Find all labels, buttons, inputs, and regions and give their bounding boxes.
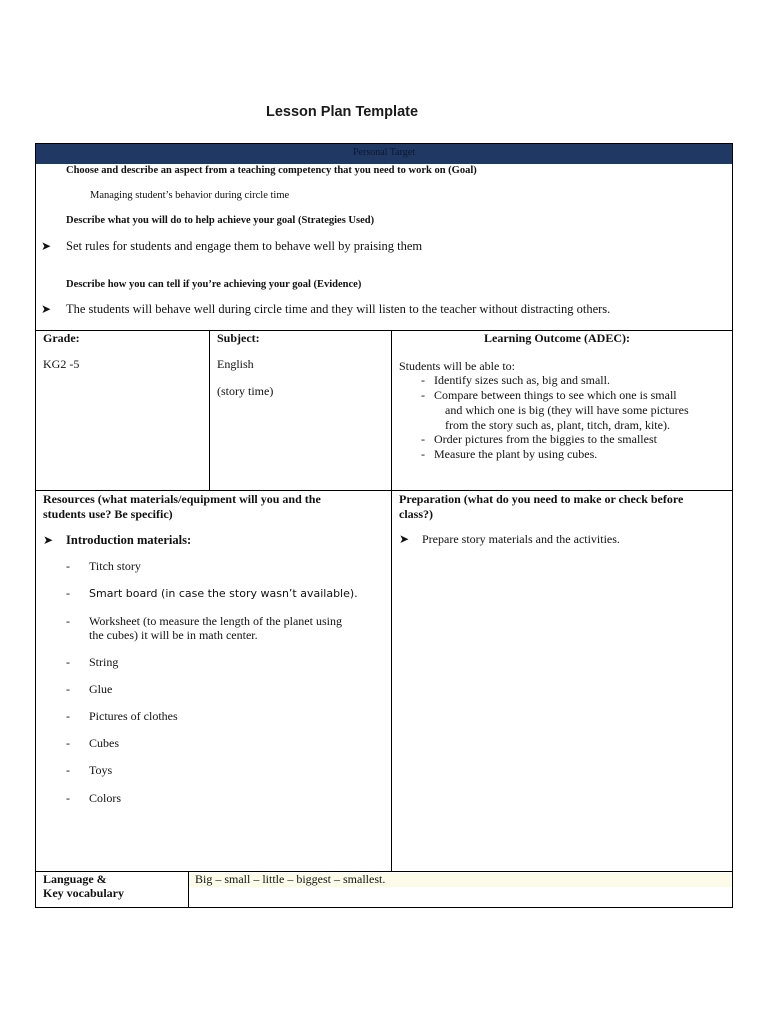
preparation-item: Prepare story materials and the activities. bbox=[422, 532, 620, 546]
learning-outcome-item: Measure the plant by using cubes. bbox=[434, 447, 598, 461]
document-title: Lesson Plan Template bbox=[266, 104, 419, 120]
vocabulary-label-line2: Key vocabulary bbox=[43, 886, 124, 900]
resource-item-continued: the cubes) it will be in math center. bbox=[89, 628, 258, 642]
resource-item: Smart board (in case the story wasn’t available). bbox=[89, 587, 358, 600]
dash-bullet: - bbox=[421, 373, 425, 387]
learning-outcome-label: Learning Outcome (ADEC): bbox=[484, 331, 630, 345]
dash-bullet: - bbox=[421, 432, 425, 446]
column-divider bbox=[391, 330, 392, 871]
resource-item: Cubes bbox=[89, 736, 119, 750]
dash-bullet: - bbox=[66, 791, 70, 805]
learning-outcome-item-continued: from the story such as, plant, titch, dram, kite). bbox=[445, 418, 670, 432]
dash-bullet: - bbox=[66, 682, 70, 696]
resources-label-line1: Resources (what materials/equipment will you and the bbox=[43, 492, 321, 506]
arrowhead-bullet-icon: ➤ bbox=[41, 239, 52, 253]
learning-outcome-item: Order pictures from the biggies to the smallest bbox=[434, 432, 657, 446]
subject-note: (story time) bbox=[217, 384, 274, 398]
dash-bullet: - bbox=[66, 709, 70, 723]
vocabulary-label-line1: Language & bbox=[43, 872, 107, 886]
resource-item: Worksheet (to measure the length of the planet using bbox=[89, 614, 342, 628]
resource-item: Glue bbox=[89, 682, 113, 696]
vocabulary-value: Big – small – little – biggest – smallest. bbox=[195, 872, 386, 886]
dash-bullet: - bbox=[66, 614, 70, 628]
dash-bullet: - bbox=[66, 763, 70, 777]
arrowhead-bullet-icon: ➤ bbox=[43, 533, 54, 547]
column-divider bbox=[209, 330, 210, 490]
row-divider bbox=[35, 490, 733, 491]
dash-bullet: - bbox=[421, 388, 425, 402]
resource-item: String bbox=[89, 655, 119, 669]
subject-value: English bbox=[217, 357, 254, 371]
strategies-value: Set rules for students and engage them to behave well by praising them bbox=[66, 239, 423, 253]
resources-label-line2: students use? Be specific) bbox=[43, 507, 173, 521]
evidence-prompt: Describe how you can tell if you’re achieving your goal (Evidence) bbox=[66, 279, 362, 290]
resource-item: Toys bbox=[89, 763, 113, 777]
goal-value: Managing student’s behavior during circle time bbox=[90, 190, 290, 201]
resources-intro: Introduction materials: bbox=[66, 533, 192, 547]
learning-outcome-item: Compare between things to see which one is small bbox=[434, 388, 677, 402]
dash-bullet: - bbox=[66, 655, 70, 669]
dash-bullet: - bbox=[421, 447, 425, 461]
strategies-prompt: Describe what you will do to help achieve your goal (Strategies Used) bbox=[66, 215, 375, 226]
arrowhead-bullet-icon: ➤ bbox=[41, 302, 52, 316]
resource-item: Colors bbox=[89, 791, 122, 805]
learning-outcome-item-continued: and which one is big (they will have some pictures bbox=[445, 403, 689, 417]
learning-outcome-intro: Students will be able to: bbox=[399, 359, 515, 373]
preparation-label-line1: Preparation (what do you need to make or check before bbox=[399, 492, 684, 506]
learning-outcome-item: Identify sizes such as, big and small. bbox=[434, 373, 610, 387]
resource-item: Titch story bbox=[89, 559, 141, 573]
grade-label: Grade: bbox=[43, 331, 80, 345]
personal-target-header: Personal Target bbox=[353, 147, 415, 158]
arrowhead-bullet-icon: ➤ bbox=[399, 532, 410, 546]
dash-bullet: - bbox=[66, 559, 70, 573]
lesson-plan-table bbox=[35, 143, 733, 908]
subject-label: Subject: bbox=[217, 331, 260, 345]
evidence-value: The students will behave well during circle time and they will listen to the teacher without distracting others. bbox=[66, 302, 611, 316]
goal-prompt: Choose and describe an aspect from a teaching competency that you need to work on (Goal) bbox=[66, 165, 477, 176]
resource-item: Pictures of clothes bbox=[89, 709, 178, 723]
preparation-label-line2: class?) bbox=[399, 507, 433, 521]
dash-bullet: - bbox=[66, 586, 70, 600]
dash-bullet: - bbox=[66, 736, 70, 750]
grade-value: KG2 -5 bbox=[43, 357, 80, 371]
